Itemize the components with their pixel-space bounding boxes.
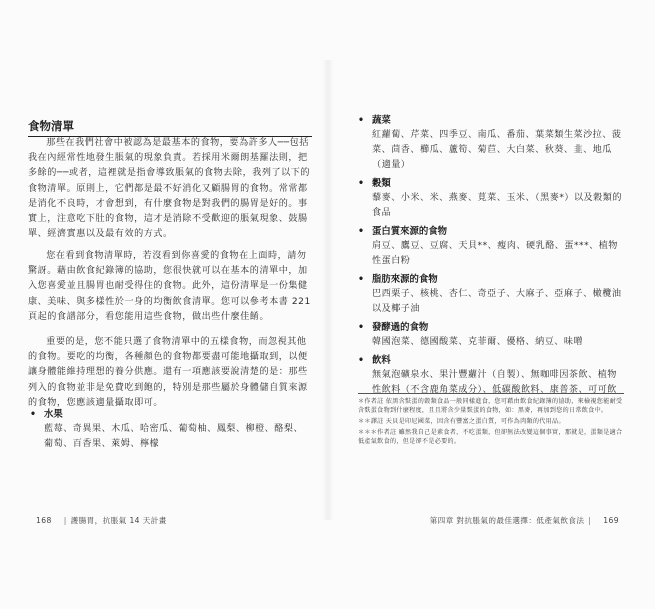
category-items: 紅蘿蔔、芹菜、四季豆、南瓜、番茄、葉菜類生菜沙拉、菠菜、茴香、櫛瓜、蘆筍、菊苣、大白菜、秋葵、韭、地瓜（適量） xyxy=(372,130,622,170)
food-category-fat xyxy=(358,273,624,317)
footnotes xyxy=(358,393,624,448)
category-title-text: 穀類 xyxy=(372,178,391,189)
bullet-icon: • xyxy=(358,322,364,333)
category-title xyxy=(358,354,624,368)
category-title-text: 發酵過的食物 xyxy=(372,322,429,333)
category-items: 肩豆、鷹豆、豆腐、天貝**、瘦肉、硬乳酪、蛋***、植物性蛋白粉 xyxy=(372,241,618,266)
food-category-fermented xyxy=(358,321,624,350)
food-category-protein xyxy=(358,225,624,269)
category-title xyxy=(358,177,624,191)
chapter-title: 對抗脹氣的最佳選擇：低產氣飲食法 xyxy=(456,516,585,525)
bullet-icon: • xyxy=(30,409,36,420)
category-title xyxy=(358,225,624,239)
footnote-2: ＊＊譯註 天貝是印尼國菜，因含有豐富之蛋白質，可作為肉類的代用品。 xyxy=(358,418,565,425)
bullet-icon: • xyxy=(358,178,364,189)
food-category-list xyxy=(358,114,624,402)
category-title-text: 飲料 xyxy=(372,355,391,366)
category-items: 巴西栗子、核桃、杏仁、奇亞子、大麻子、亞麻子、橄欖油以及椰子油 xyxy=(372,289,622,314)
book-title: 護腸胃，抗脹氣 14 天計畫 xyxy=(70,516,167,525)
bullet-icon: • xyxy=(358,274,364,285)
category-title-text: 脂肪來源的食物 xyxy=(372,274,438,285)
page-number: 168 xyxy=(36,516,52,525)
section-title: 食物清單 xyxy=(28,118,312,137)
footnote-1: ＊作者註 依黑含麩蛋的穀類食品一般同樣進食，您可藉由飲食紀錄簿的協助，來檢視您能耐受含麩蛋食物到什麼程度，且且將含少量麩蛋的食物，如：黑麥，再加到您的日常飲食中。 xyxy=(358,398,623,414)
category-title-text: 蔬菜 xyxy=(372,115,391,126)
food-category-drinks xyxy=(358,354,624,398)
category-title xyxy=(358,114,624,128)
chapter-label: 第四章 xyxy=(429,516,454,525)
left-footer xyxy=(28,515,167,526)
category-items: 藜麥、小米、米、燕麥、莧菜、玉米、（黑麥*）以及穀類的食品 xyxy=(372,193,622,218)
category-items: 韓國泡菜、德國酸菜、克菲爾、優格、納豆、味噌 xyxy=(372,337,584,347)
category-title-text: 水果 xyxy=(44,409,63,420)
right-footer xyxy=(430,515,627,526)
category-title xyxy=(358,321,624,335)
right-page xyxy=(328,0,655,609)
page-number: 169 xyxy=(603,516,619,525)
category-items: 無氣泡礦泉水、果汁豐蘿汁（自製）、無咖啡因茶飲、植物性飲料（不含鹿角菜成分）、低碳酸飲料、康普茶、可可飲 xyxy=(372,370,617,395)
paragraph-1: 那些在我們社會中被認為是最基本的食物，要為許多人──包括我在內經常性地發生脹氣的現象負責。若採用米爾朗基羅法則，把多餘的──或者，這裡就是指會導致脹氣的食物去除，我列了以下的食物清單。原則上，它們都是最不好消化又顧腸胃的食物。常常都是消化不良時，才會想到，有什麼食物是對我們的腸胃是好的。事實上，注意吃下肚的食物，這才是消除不受歡迎的脹氣現象、鼓腸單、經濟實惠以及最有效的方式。 xyxy=(28,138,311,240)
category-items: 藍莓、奇異果、木瓜、哈密瓜、葡萄柚、鳳梨、柳橙、酪梨、葡萄、百香果、萊姆、檸檬 xyxy=(44,424,304,449)
category-title-text: 蛋白質來源的食物 xyxy=(372,226,448,237)
bullet-icon: • xyxy=(358,115,364,126)
food-category-fruit xyxy=(30,408,312,452)
footer-separator: | xyxy=(63,516,67,525)
bullet-icon: • xyxy=(358,355,364,366)
category-title xyxy=(30,408,312,422)
footer-separator: | xyxy=(588,516,592,525)
bullet-icon: • xyxy=(358,226,364,237)
food-category-vegetables xyxy=(358,114,624,173)
paragraph-3: 重要的是，您不能只選了食物清單中的五樣食物，而忽視其他的食物。要吃的均衡，各種顏色的食物都要盡可能地攝取到，以便讓身體能維持理想的養分供應。還有一項應該要說清楚的是：那些列入的食物並非是免費吃到飽的，特別是那些屬於身體儲自質來源的食物，您應該適量攝取即可。 xyxy=(28,337,308,408)
footnote-3: ＊＊＊作者註 雖然我自己是素食者，不吃蛋類，但卻無法改變這個事實，那就是，蛋類是適合低產氣飲食的，但是卻不是必要的。 xyxy=(358,429,623,445)
paragraph-2: 您在看到食物清單時，若沒看到你喜愛的食物在上面時，請勿驚訝。藉由飲食紀錄簿的協助，您很快就可以在基本的清單中，加入您喜愛並且腸胃也耐受得住的食物。此外，這份清單是一份集健康、美味、與多樣性於一身的均衡飲食清單。您可以參考本書 221 頁起的食譜部分，看您能用這些食物，做出些什麼佳餚。 xyxy=(28,251,311,322)
food-category-grains xyxy=(358,177,624,221)
category-title xyxy=(358,273,624,287)
